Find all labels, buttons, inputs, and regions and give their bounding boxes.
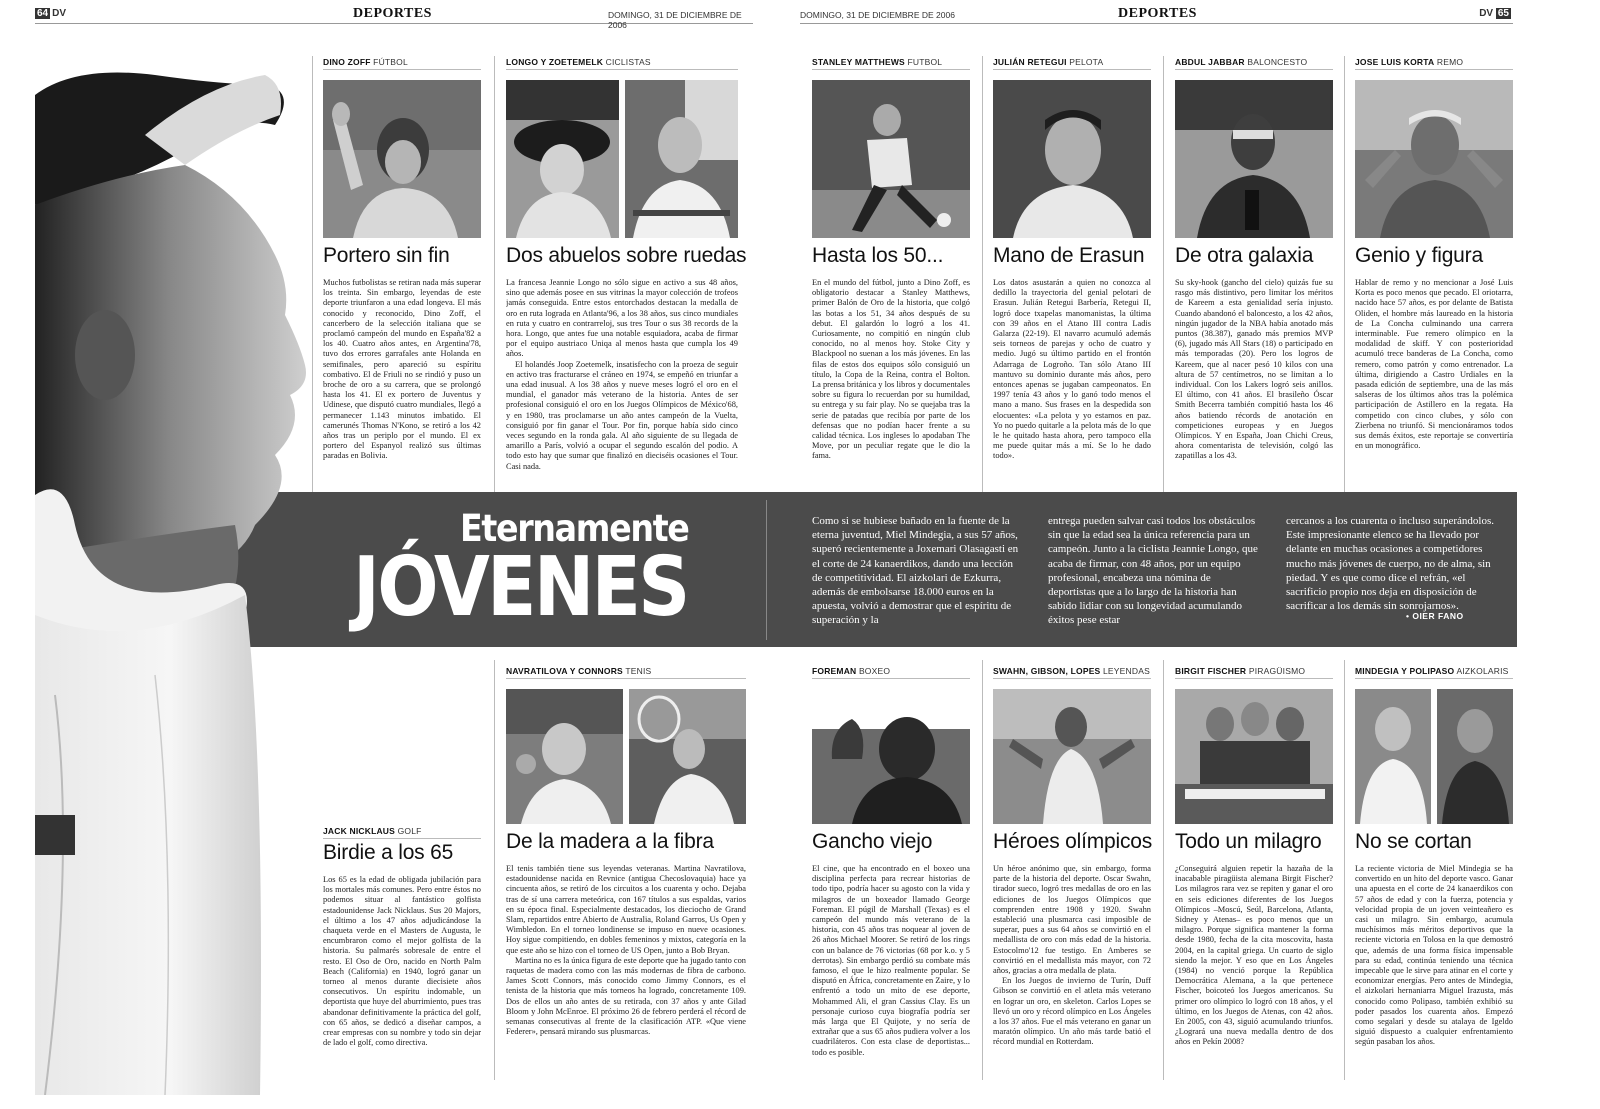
article-kicker: JOSE LUIS KORTA REMO — [1355, 57, 1513, 70]
article-mindegia-polipaso — [1355, 666, 1513, 1074]
article-foreman — [812, 666, 970, 1074]
feature-title-line2: JÓVENES — [353, 540, 688, 635]
right-date: DOMINGO, 31 DE DICIEMBRE DE 2006 — [800, 10, 955, 20]
column-divider — [494, 660, 495, 1080]
article-kicker: SWAHN, GIBSON, LOPES LEYENDAS — [993, 666, 1151, 679]
left-page-header — [35, 6, 753, 30]
article-kicker: BIRGIT FISCHER PIRAGÜISMO — [1175, 666, 1333, 679]
article-title: Birdie a los 65 — [323, 841, 454, 864]
julian-retegui-photo — [993, 80, 1151, 238]
article-swahn-gibson-lopes — [993, 666, 1151, 1074]
article-body: Un héroe anónimo que, sin embargo, forma parte de la historia del deporte. Oscar Swahn, tirador sueco, logró tres medallas de oro en las ediciones de los Juegos Olímpicos que comprenden entre 1908 y 1920. Swahn estableció una plusmarca casi imposible de superar, pues a sus 64 años se convirtió en el medallista de oro con más edad de la historia. Estocolmo'12 fue testigo. En Amberes se convirtió en el medallista más mayor, con 72 años, gracias a otra medalla de plata. En los Juegos de invierno de Turín, Duff Gibson se convirtió en el atleta más veterano en lograr un oro, en skeleton. Carlos Lopes se llevó un oro y récord olímpico en Los Ángeles a los 37 años. Fue el más veterano en ganar un maratón olímpico. Un año más tarde batió el récord mundial en Rotterdam. — [993, 864, 1151, 1047]
article-body: La francesa Jeannie Longo no sólo sigue en activo a sus 48 años, sino que además posee en sus vitrinas la mayor colección de trofeos jamás conseguida. Entre estos entorchados destacan la medalla de oro en ruta lograda en Atlanta'96, a los 38 años, sus cinco mundiales en ruta y cuatro en contrarreloj, sus tres Tour o sus 38 records de la hora. Longo, que antes fue una notable esquiadora, acaba de firmar por el equipo austriaco Uniqa al menos hasta que cumpla los 49 años. El holandés Joop Zoetemelk, insatisfecho con la proeza de seguir en activo tras fracturarse el cráneo en 1974, se empeñó en triunfar a una edad inusual. A los 38 años y nueve meses logró el oro en el mundial, el ganador más veterano de la historia. Antes de ser profesional consiguió el oro en los Juegos Olímpicos de México'68, y en 1980, tras proclamarse un año antes campeón de la Vuelta, consiguió por fin ganar el Tour. Por fin, porque había sido cinco veces segundo en la ronda gala. Al año siguiente de su llegada de amarillo a París, volvió a ocupar el segundo escalón del podio. A todo esto hay que sumar que finalizó en dieciséis ocasiones el Tour. Casi nada. — [506, 278, 738, 471]
article-body: Su sky-hook (gancho del cielo) quizás fue su rasgo más distintivo, pero limitar los méritos de Kareem a esta genialidad sería injusto. Cuando abandonó el baloncesto, a los 42 años, ningún jugador de la NBA había anotado más puntos (38.387), ganado más premios MVP (6), jugado más All Stars (18) o participado en más temporadas (20). Pero los logros de Kareem, que al nacer pesó 10 kilos con una altura de 57 centímetros, no se limitan a lo individual. Con los Lakers logró seis anillos. El último, con 41 años. El brasileño Óscar Smith Becerra también compitió hasta los 46 años batiendo récords de anotación en competiciones europeas y en Juegos Olímpicos. Y en España, Joan Chichi Creus, ahora comentarista de televisión, colgó las zapatillas a los 43. — [1175, 278, 1333, 461]
article-title: De otra galaxia — [1175, 244, 1314, 267]
article-body: Los datos asustarán a quien no conozca al dedillo la trayectoria del genial pelotari de Erasun. Julián Retegui Barbería, Retegui II, logró doce txapelas manomanistas, la última con 39 años en el Atano III contra Ladis Galarza (22-19). El navarro acumuló además seis torneos de parejas y ocho de cuatro y medio. Jugó su último partido en el frontón Adarraga de Logroño. Tan sólo Atano III mantuvo su dominio durante más años, pero entonces apenas se jugaban campeonatos. En 1997 tenía 43 años y lo ganó todo menos el mano a mano. Sus frases en la despedida son elocuentes: «La pelota y yo estamos en paz. Yo no puedo quitarle a la pelota más de lo que le he quitado hasta ahora, pero tampoco ella me puede quitar más a mí. Se lo he dado todo». — [993, 278, 1151, 461]
birgit-fischer-photo — [1175, 689, 1333, 824]
article-birgit-fischer — [1175, 666, 1333, 1074]
polipaso-photo — [1437, 689, 1513, 824]
feature-lead-col1: Como si se hubiese bañado en la fuente de la eterna juventud, Miel Mindegia, a sus 57 años, superó recientemente a Joxemari Olasagasti en el corte de 24 kanaerdikos, dando una lección de competitividad. El aizkolari de Ezkurra, además de embolsarse 18.000 euros en la apuesta, volvió a demostrar que el espíritu de superación y la — [812, 515, 1019, 626]
article-title: No se cortan — [1355, 830, 1472, 853]
column-divider — [1163, 56, 1164, 492]
navratilova-photo — [506, 689, 623, 824]
article-title: Todo un milagro — [1175, 830, 1322, 853]
article-longo-zoetemelk — [506, 57, 747, 478]
dino-zoff-photo — [323, 80, 481, 238]
article-julian-retegui — [993, 57, 1151, 478]
article-kicker: LONGO Y ZOETEMELK CICLISTAS — [506, 57, 738, 70]
left-date: DOMINGO, 31 DE DICIEMBRE DE 2006 — [608, 10, 742, 30]
article-body: ¿Conseguirá alguien repetir la hazaña de la inacabable piragüista alemana Birgit Fischer? Los milagros rara vez se repiten y ganar el oro en seis ediciones diferentes de los Juegos Olímpicos –Moscú, Seúl, Barcelona, Atlanta, Sidney y Atenas– es poco menos que un milagro. Porque significa mantener la forma desde 1980, fecha de la cita moscovita, hasta 2004, en la capital griega. Un cuarto de siglo siendo la mejor. Y eso que en Los Ángeles (1984) no venció porque la República Democrática Alemana, a la que pertenece Fischer, boicoteó los Juegos americanos. Su primer oro olímpico lo logró con 18 años, y el último, en los Juegos de Atenas, con 42 años. En 2005, con 43, siguió acumulando triunfos. ¿Logrará una nueva medalla dentro de dos años en Pekín 2008? — [1175, 864, 1333, 1047]
feature-byline: • OIER FANO — [1406, 611, 1464, 621]
stanley-matthews-photo — [812, 80, 970, 238]
jack-nicklaus-hero-photo — [35, 55, 315, 1095]
article-title: Dos abuelos sobre ruedas — [506, 244, 747, 267]
article-jack-nicklaus — [323, 826, 481, 1085]
left-page-number: 64 DV — [37, 8, 67, 19]
right-page-number: DV 65 — [1479, 8, 1509, 19]
column-divider — [1344, 56, 1345, 492]
feature-divider — [766, 500, 767, 640]
article-title: Genio y figura — [1355, 244, 1483, 267]
article-body: El cine, que ha encontrado en el boxeo una disciplina perfecta para recrear historias de todo tipo, podría hacer su agosto con la vida y milagros de un boxeador llamado George Foreman. El púgil de Marshall (Texas) es el campeón del mundo más veterano de la historia, con 45 años tras noquear al joven de 26 años Michael Moorer. Se retiró de los rings con un balance de 76 victorias (68 por k.o. y 5 derrotas). Sin embargo perdió su combate más famoso, el que le hizo realmente popular. Se disputó en África, concretamente en Zaire, y lo enfrentó a todo un mito de ese deporte, Mohammed Ali, el gran Cassius Clay. Es un personaje curioso cuya biografía podría ser más larga que El Quijote, y no sería de extrañar que a sus 65 años pudiera volver a los cuadriláteros. Con esta clase de deportistas... todo es posible. — [812, 864, 970, 1057]
article-body: Muchos futbolistas se retiran nada más superar los treinta. Sin embargo, leyendas de este deporte triunfaron a una edad longeva. El más conocido y reconocido, Dino Zoff, el cancerbero de la selección italiana que se proclamó campeón del mundo en España'82 a los 40. Cuatro años antes, en Argentina'78, tuvo dos errores garrafales ante Holanda en semifinales, pero apareció su espíritu combativo. El de Friuli no se rindió y puso un broche de oro a su carrera, que se prolongó hasta los 41. El ex portero de Juventus y Udinese, que disputó cuatro mundiales, llegó a permanecer 1.143 minutos imbatido. El camerunés Thomas N'Kono, se retiró a los 42 años tras un periplo por el mundo. El ex portero del Espanyol realizó sus últimas paradas en Bolivia. — [323, 278, 481, 461]
article-navratilova-connors — [506, 666, 746, 1074]
zoetemelk-photo — [625, 80, 738, 238]
article-title: Portero sin fin — [323, 244, 450, 267]
article-abdul-jabbar — [1175, 57, 1333, 478]
connors-photo — [629, 689, 746, 824]
right-section-name: DEPORTES — [1118, 6, 1197, 21]
abdul-jabbar-photo — [1175, 80, 1333, 238]
article-body: La reciente victoria de Miel Mindegia se ha convertido en un hito del deporte vasco. Ganar una apuesta en el corte de 24 kanaerdikos con 57 años de edad y con la fuerza, potencia y velocidad propia de un joven veinteañero es casi un milagro. Sin embargo, acumula muchísimos más méritos deportivos que la reciente victoria en Tolosa en la que demostró que, además de una forma física impensable para su edad, continúa teniendo una técnica impecable que le sirve para atinar en el corte y economizar energías. Pero antes de Mindegia, el aizkolari hernaniarra Miguel Irazusta, más conocido como Polipaso, también exhibió su poder pasados los cuarenta años. Empezó como segalari y desde su atalaya de Igeldo siguió dispuesto a cualquier enfrentamiento según pasaban los años. — [1355, 864, 1513, 1047]
feature-lead-col3: cercanos a los cuarenta o incluso superándolos. Este impresionante elenco se ha llevado por delante en muchas ocasiones a competidores mucho más jóvenes de cuerpo, no de alma, sin piedad. Y es que como dice el refrán, «el sacrificio propio nos deja en disposición de sacrificar a los demás sin sonrojarnos». — [1286, 515, 1495, 613]
article-body: Los 65 es la edad de obligada jubilación para los mortales más comunes. Pero entre éstos no podemos situar al fantástico golfista estadounidense Jack Nicklaus. Sus 20 Majors, el último a los 47 años adjudicándose la chaqueta verde en el Masters de Augusta, le encumbraron como el mejor golfista de la historia. Su palmarés sobresale de entre el resto. El Oso de Oro, nacido en North Palm Beach (California) en 1940, logró ganar un torneo al menos durante diecisiete años consecutivos. Un espíritu indomable, un deportista que huye del aburrimiento, pues tras abandonar definitivamente la práctica del golf, con 65 años, se dedicó a diseñar campos, a crear empresas con su nombre y todo sin dejar de lado el golf, como directiva. — [323, 875, 481, 1048]
article-kicker: JULIÁN RETEGUI PELOTA — [993, 57, 1151, 70]
feature-title-line1: Eternamente — [460, 507, 689, 550]
article-stanley-matthews — [812, 57, 970, 478]
article-kicker: ABDUL JABBAR BALONCESTO — [1175, 57, 1333, 70]
article-kicker: FOREMAN BOXEO — [812, 666, 970, 679]
foreman-photo — [812, 689, 970, 824]
article-kicker: STANLEY MATTHEWS FUTBOL — [812, 57, 970, 70]
article-jose-luis-korta — [1355, 57, 1513, 478]
article-kicker: JACK NICKLAUS GOLF — [323, 826, 481, 839]
column-divider — [1344, 660, 1345, 1080]
article-dino-zoff — [323, 57, 481, 478]
mindegia-photo — [1355, 689, 1431, 824]
article-kicker: DINO ZOFF FÚTBOL — [323, 57, 481, 70]
column-divider — [982, 56, 983, 492]
article-title: Hasta los 50... — [812, 244, 944, 267]
article-kicker: MINDEGIA Y POLIPASO AIZKOLARIS — [1355, 666, 1513, 679]
article-body: Hablar de remo y no mencionar a José Luis Korta es poco menos que pecado. El oriotarra, nacido hace 57 años, es por delante de Batista Oliden, el hombre más laureado en la historia de La Concha culminando una carrera interminable. Fue remero olímpico en la modalidad de skiff. Y con posterioridad acumuló trece banderas de La Concha, como remero, como patrón y como entrenador. La última, dirigiendo a Castro Urdiales en la pasada edición de septiembre, una de las más salseras de los últimos años tras la polémica participación de Astillero en la regata. Ha competido con cinco clubes, y sólo con Zierbena no triunfó. Si mencionáramos todos sus demás éxitos, este reportaje se convertiría en un monográfico. — [1355, 278, 1513, 451]
article-title: De la madera a la fibra — [506, 830, 714, 853]
article-title: Héroes olímpicos — [993, 830, 1153, 853]
carlos-lopes-photo — [993, 689, 1151, 824]
feature-lead-col2: entrega pueden salvar casi todos los obstáculos sin que la edad sea la única referencia para un campeón. Junto a la ciclista Jeannie Longo, que acaba de firmar, con 48 años, por un equipo profesional, encabeza una nómina de deportistas que a lo largo de la historia han sabido lidiar con su longevidad acumulando éxitos pese estar — [1048, 515, 1258, 626]
article-title: Gancho viejo — [812, 830, 933, 853]
right-page-header — [800, 6, 1513, 24]
article-title: Mano de Erasun — [993, 244, 1145, 267]
column-divider — [1163, 660, 1164, 1080]
jose-luis-korta-photo — [1355, 80, 1513, 238]
column-divider — [982, 660, 983, 1080]
article-kicker: NAVRATILOVA Y CONNORS TENIS — [506, 666, 746, 679]
article-body: El tenis también tiene sus leyendas veteranas. Martina Navratilova, estadounidense nacida en Revnice (antigua Checoslovaquia) hace ya cincuenta años, se retiró de los circuitos a los cuarenta y ocho. Dejaba tras de sí una carrera meteórica, con 167 títulos a sus espaldas, varios en su época final. Especialmente destacados, los dieciocho de Grand Slam, repartidos entre Abierto de Australia, Roland Garros, Us Open y Wimbledon. En el torneo londinense se impuso en nueve ocasiones. Hoy sigue compitiendo, en dobles femeninos y mixtos, categoría en la que este año se hizo con el torneo de US Open, junto a Bob Bryan. Martina no es la única figura de este deporte que ha jugado tanto con raquetas de madera como con las más modernas de fibra de carbono. James Scott Connors, más conocido como Jimmy Connors, es el tenista de la historia que más torneos ha logrado, concretamente 109. Dos de ellos un año antes de su retirada, con 37 años y ante Gilad Bloom y John McEnroe. El próximo 26 de febrero perderá el récord de semanas consecutivas al frente de la clasificación ATP. «Que viene Federer», pensará mirando sus plusmarcas. — [506, 864, 746, 1037]
column-divider — [494, 56, 495, 492]
longo-photo — [506, 80, 619, 238]
article-body: En el mundo del fútbol, junto a Dino Zoff, es obligatorio destacar a Stanley Matthews, primer Balón de Oro de la historia, que colgó las botas a los 51, 34 años después de su debut. El galardón lo logró a los 41. Curiosamente, no compitió en ningún club conocido, no al menos hoy. Stoke City y Blackpool no suenan a los más jóvenes. En las filas de estos dos equipos sólo consiguió un título, la Copa de la Reina, contra el Bolton. La prensa británica y los libros y documentales sobre su figura lo recuerdan por su humildad, su entrega y su fair play. No se quejaba tras la serie de patadas que recibía por parte de los defensas que no podían hacer frente a su calidad técnica. Los ingleses lo apodaban The Move, por un peculiar regate que le dio la fama. — [812, 278, 970, 461]
left-section-name: DEPORTES — [353, 6, 432, 21]
